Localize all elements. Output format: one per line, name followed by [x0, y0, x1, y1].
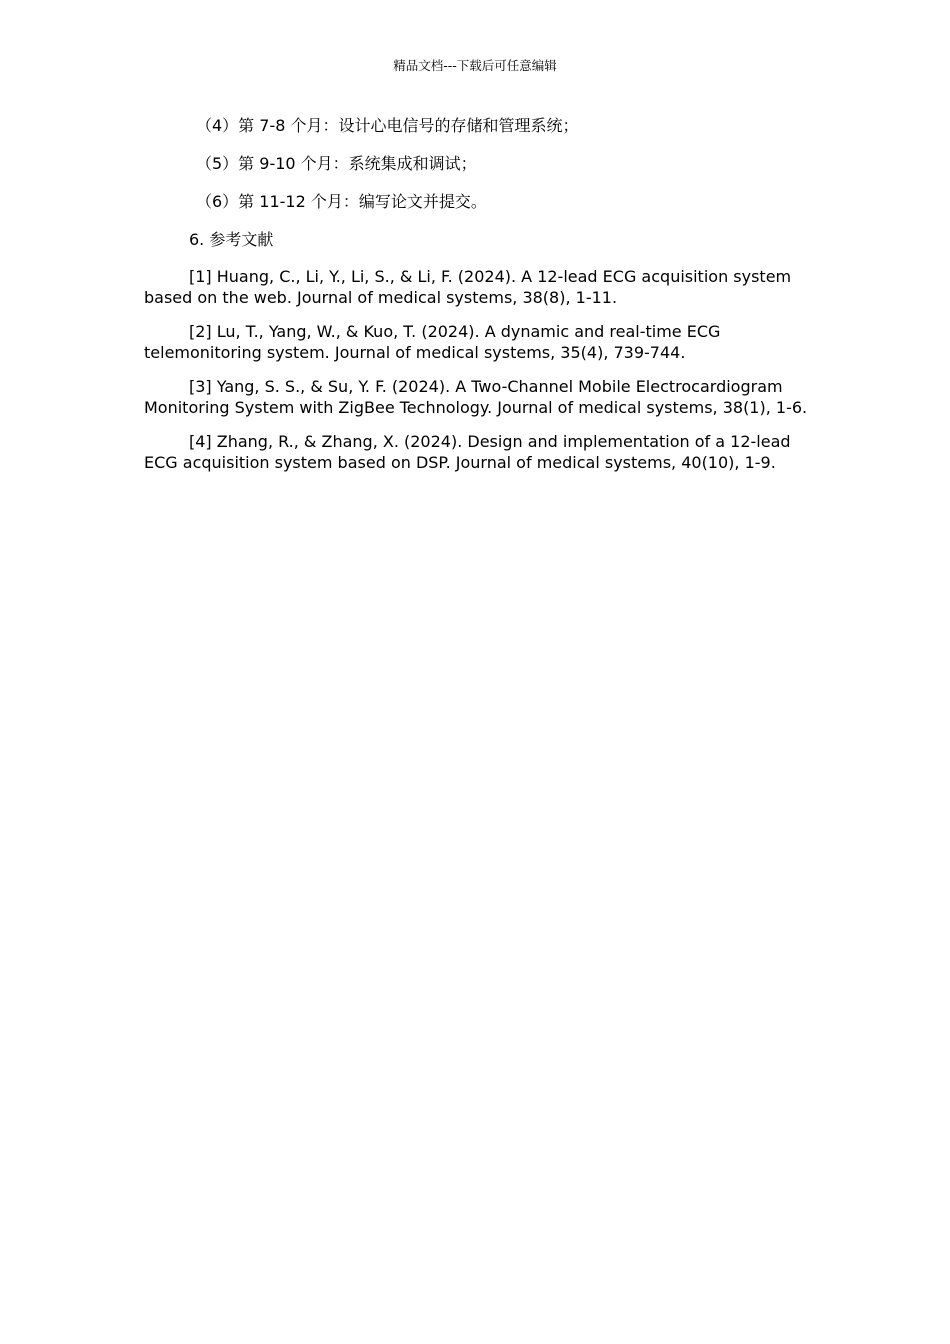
schedule-list	[144, 115, 808, 213]
schedule-item: （5）第 9-10 个月：系统集成和调试；	[196, 154, 477, 173]
reference-item: [3] Yang, S. S., & Su, Y. F. (2024). A Two-Channel Mobile Electrocardiogram Monitoring System with ZigBee Technology. Journal of medical systems, 38(1), 1-6.	[144, 377, 808, 417]
page-header: 精品文档---下载后可任意编辑	[393, 58, 557, 73]
reference-item: [1] Huang, C., Li, Y., Li, S., & Li, F. (2024). A 12-lead ECG acquisition system based on the web. Journal of medical systems, 38(8), 1-11.	[144, 267, 792, 307]
section-heading-references: 6. 参考文献	[189, 230, 274, 249]
reference-item: [2] Lu, T., Yang, W., & Kuo, T. (2024). A dynamic and real-time ECG telemonitoring system. Journal of medical systems, 35(4), 739-744.	[144, 322, 721, 362]
schedule-item: （4）第 7-8 个月：设计心电信号的存储和管理系统；	[196, 116, 579, 135]
reference-item: [4] Zhang, R., & Zhang, X. (2024). Design and implementation of a 12-lead ECG acquisition system based on DSP. Journal of medical systems, 40(10), 1-9.	[144, 432, 791, 472]
document-body	[144, 115, 808, 487]
reference-list	[144, 267, 808, 473]
schedule-item: （6）第 11-12 个月：编写论文并提交。	[196, 192, 487, 211]
